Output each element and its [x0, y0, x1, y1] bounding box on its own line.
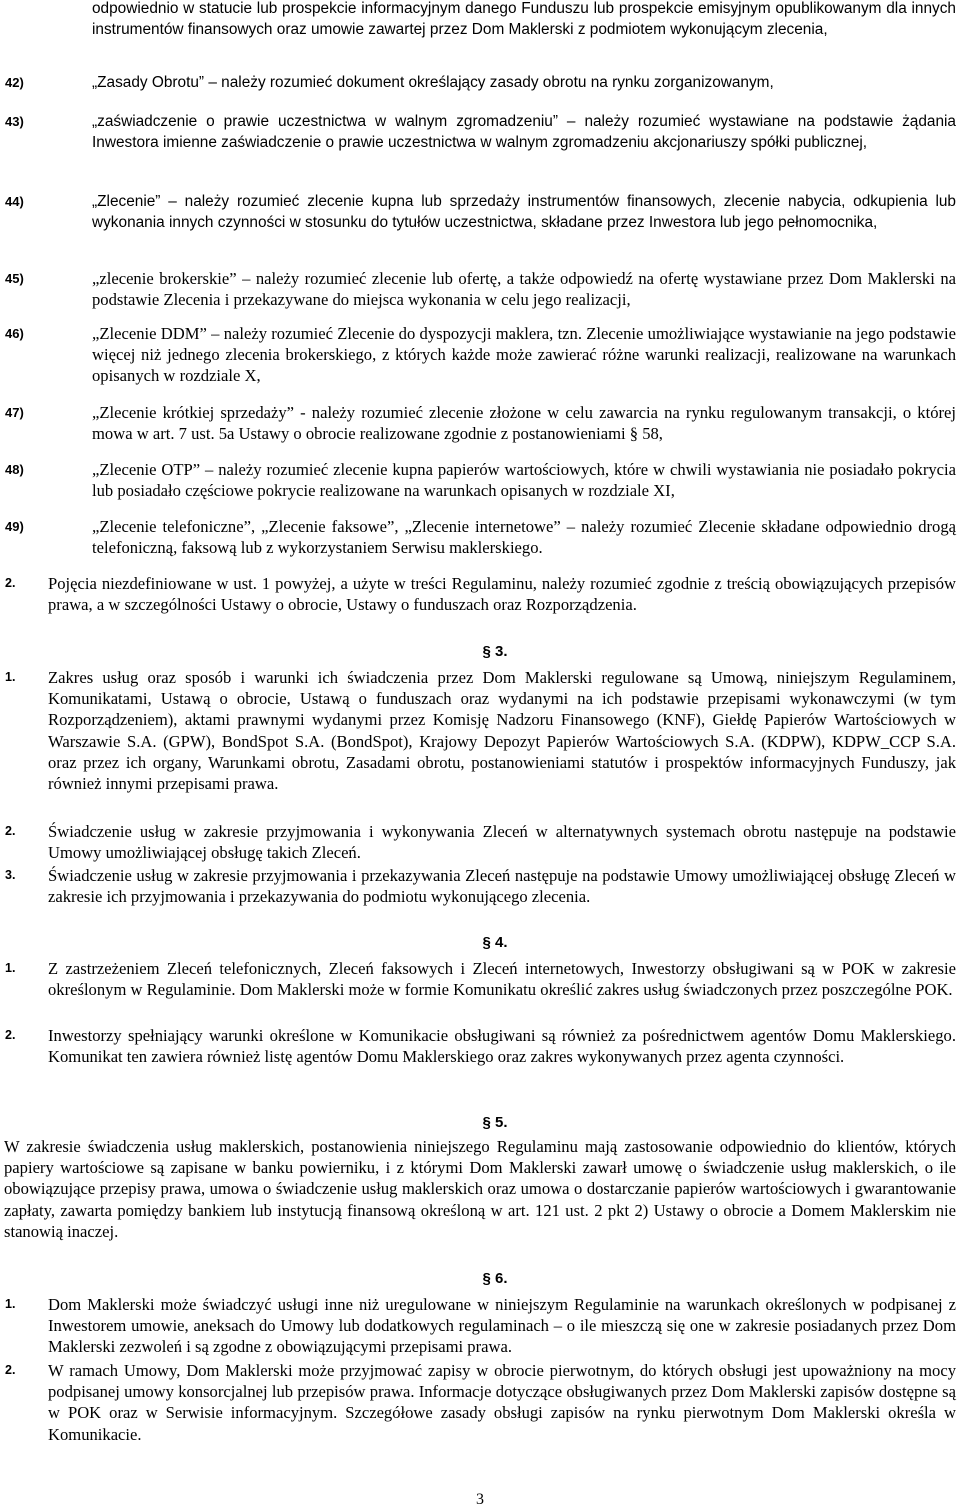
- item-text: Świadczenie usług w zakresie przyjmowania i wykonywania Zleceń w alternatywnych systemach obrotu następuje na podstawie Umowy umożliwiającej obsługę takich Zleceń.: [48, 822, 956, 863]
- definition-text: „zlecenie brokerskie” – należy rozumieć zlecenie lub ofertę, a także odpowiedź na ofertę wystawiane przez Dom Maklerski na podstawie Zlecenia i przekazywane do miejsca wykonania w celu jego realizacji,: [92, 269, 956, 309]
- section-3-item-1: [0, 667, 960, 794]
- section-3-heading: § 3.: [482, 643, 508, 660]
- definition-text: „Zlecenie telefoniczne”, „Zlecenie faksowe”, „Zlecenie internetowe” – należy rozumieć Zlecenie składane odpowiednio drogą telefoniczną, faksową lub z wykorzystaniem Serwisu maklerskiego.: [92, 517, 956, 557]
- section-4-item-2: [0, 1025, 960, 1067]
- point-2: [0, 573, 960, 615]
- definition-46: [0, 323, 960, 386]
- definition-42: [0, 72, 960, 93]
- definition-number: 44): [5, 194, 24, 209]
- section-5-heading: § 5.: [482, 1114, 508, 1131]
- point-number: 2.: [5, 576, 16, 590]
- item-number: 1.: [5, 961, 16, 975]
- item-number: 2.: [5, 1028, 16, 1042]
- section-4-heading: § 4.: [482, 934, 508, 951]
- page-number: 3: [476, 1491, 484, 1508]
- item-text: Inwestorzy spełniający warunki określone w Komunikacie obsługiwani są również za pośrednictwem agentów Domu Maklerskiego. Komunikat ten zawiera również listę agentów Domu Maklerskiego oraz zakres wykonywanych przez agenta czynności.: [48, 1026, 956, 1067]
- definition-number: 47): [5, 405, 24, 420]
- definition-number: 42): [5, 75, 24, 90]
- definition-text: „Zlecenie OTP” – należy rozumieć zlecenie kupna papierów wartościowych, które w chwili wystawiania nie posiadało pokrycia lub posiadało częściowe pokrycie realizowane na warunkach opisanych w rozdziale XI,: [92, 460, 956, 500]
- definition-text: „Zlecenie krótkiej sprzedaży” - należy rozumieć zlecenie złożone w celu zawarcia na rynku regulowanym transakcji, o której mowa w art. 7 ust. 5a Ustawy o obrocie realizowane zgodnie z postanowieniami § 58,: [92, 403, 956, 443]
- section-6-heading: § 6.: [482, 1270, 508, 1287]
- intro-text: odpowiednio w statucie lub prospekcie informacyjnym danego Funduszu lub prospekcie emisyjnym opublikowanym dla innych instrumentów finansowych oraz umowie zawartej przez Dom Maklerski z podmiotem wykonującym zlecenia,: [92, 0, 956, 38]
- definition-44: [0, 191, 960, 233]
- definition-43: [0, 111, 960, 153]
- section-4-item-1: [0, 958, 960, 1000]
- item-text: Świadczenie usług w zakresie przyjmowania i przekazywania Zleceń następuje na podstawie Umowy umożliwiającej obsługę Zleceń w zakresie ich przyjmowania i przekazywania do podmiotu wykonującego zlecenia.: [48, 866, 956, 907]
- item-number: 2.: [5, 1363, 16, 1377]
- item-text: Dom Maklerski może świadczyć usługi inne niż uregulowane w niniejszym Regulaminie na warunkach określonych w podpisanej z Inwestorem umowie, aneksach do Umowy lub dodatkowych regulaminach – o ile mieszczą się one w zakresie posiadanych przez Dom Maklerski zezwoleń i są zgodne z obowiązującymi przepisami prawa.: [48, 1295, 956, 1357]
- definition-text: „zaświadczenie o prawie uczestnictwa w walnym zgromadzeniu” – należy rozumieć wystawiane na podstawie żądania Inwestora imienne zaświadczenie o prawie uczestnictwa w walnym zgromadzeniu akcjonariuszy spółki publicznej,: [92, 113, 956, 151]
- point-text: Pojęcia niezdefiniowane w ust. 1 powyżej, a użyte w treści Regulaminu, należy rozumieć zgodnie z treścią obowiązujących przepisów prawa, a w szczególności Ustawy o obrocie, Ustawy o funduszach oraz Rozporządzenia.: [48, 574, 956, 615]
- definition-45: [0, 268, 960, 310]
- definition-number: 43): [5, 114, 24, 129]
- item-number: 3.: [5, 868, 16, 882]
- item-text: Zakres usług oraz sposób i warunki ich świadczenia przez Dom Maklerski regulowane są Umową, niniejszym Regulaminem, Komunikatami, Ustawą o obrocie, Ustawą o funduszach oraz wydanymi na ich podstawie przepisami wykonawczymi (w tym Rozporządzeniem), aktami prawnymi wydanymi przez Komisję Nadzoru Finansowego (KNF), Giełdę Papierów Wartościowych w Warszawie S.A. (GPW), BondSpot S.A. (BondSpot), Krajowy Depozyt Papierów Wartościowych S.A. (KDPW), KDPW_CCP S.A. oraz przez ich organy, Warunkami obrotu, Zasadami obrotu, postanowieniami statutów i prospektów informacyjnych Funduszy, jak również innymi przepisami prawa.: [48, 668, 956, 794]
- section-5-text: W zakresie świadczenia usług maklerskich, postanowienia niniejszego Regulaminu mają zastosowanie odpowiednio do klientów, których papiery wartościowe są zapisane w banku powierniku, i z którymi Dom Maklerski zawarł umowę o świadczenie usług maklerskich, o ile obowiązujące przepisy prawa, umowa o świadczenie usług maklerskich oraz umowa o dostarczanie papierów wartościowych i gwarantowanie zapłaty, zawarta pomiędzy bankiem lub instytucją finansową określoną w art. 121 ust. 2 pkt 2) Ustawy o obrocie a Domem Maklerskim nie stanowią inaczej.: [4, 1137, 956, 1241]
- definition-47: [0, 402, 960, 444]
- intro-paragraph: [0, 0, 960, 40]
- section-3-item-3: [0, 865, 960, 907]
- item-number: 1.: [5, 670, 16, 684]
- item-text: Z zastrzeżeniem Zleceń telefonicznych, Zleceń faksowych i Zleceń internetowych, Inwestorzy obsługiwani są w POK w zakresie określonym w Regulaminie. Dom Maklerski może w formie Komunikatu określić zakres usług świadczonych przez poszczególne POK.: [48, 959, 956, 1000]
- definition-text: „Zasady Obrotu” – należy rozumieć dokument określający zasady obrotu na rynku zorganizowanym,: [92, 74, 774, 91]
- item-number: 2.: [5, 824, 16, 838]
- definition-48: [0, 459, 960, 501]
- definition-number: 49): [5, 519, 24, 534]
- definition-number: 46): [5, 326, 24, 341]
- definition-text: „Zlecenie” – należy rozumieć zlecenie kupna lub sprzedaży instrumentów finansowych, zlecenie nabycia, odkupienia lub wykonania innych czynności w stosunku do tytułów uczestnictwa, składane przez Inwestora lub jego pełnomocnika,: [92, 193, 956, 231]
- section-3-item-2: [0, 821, 960, 863]
- section-6-item-1: [0, 1294, 960, 1358]
- section-6-item-2: [0, 1360, 960, 1445]
- definition-number: 45): [5, 271, 24, 286]
- item-number: 1.: [5, 1297, 16, 1311]
- definition-number: 48): [5, 462, 24, 477]
- definition-text: „Zlecenie DDM” – należy rozumieć Zlecenie do dyspozycji maklera, tzn. Zlecenie umożliwiające wystawianie na jego podstawie więcej niż jednego zlecenia brokerskiego, z których każde może zawierać różne warunki realizacji, realizowane na warunkach opisanych w rozdziale X,: [92, 324, 956, 385]
- definition-49: [0, 516, 960, 558]
- item-text: W ramach Umowy, Dom Maklerski może przyjmować zapisy w obrocie pierwotnym, do których obsługi jest upoważniony na mocy podpisanej umowy konsorcjalnej lub przepisów prawa. Informacje dotyczące obsługiwanych przez Dom Maklerski zapisów dostępne są w POK oraz w Serwisie informacyjnym. Szczegółowe zasady obsługi zapisów na rynku pierwotnym Dom Maklerski określa w Komunikacie.: [48, 1361, 956, 1444]
